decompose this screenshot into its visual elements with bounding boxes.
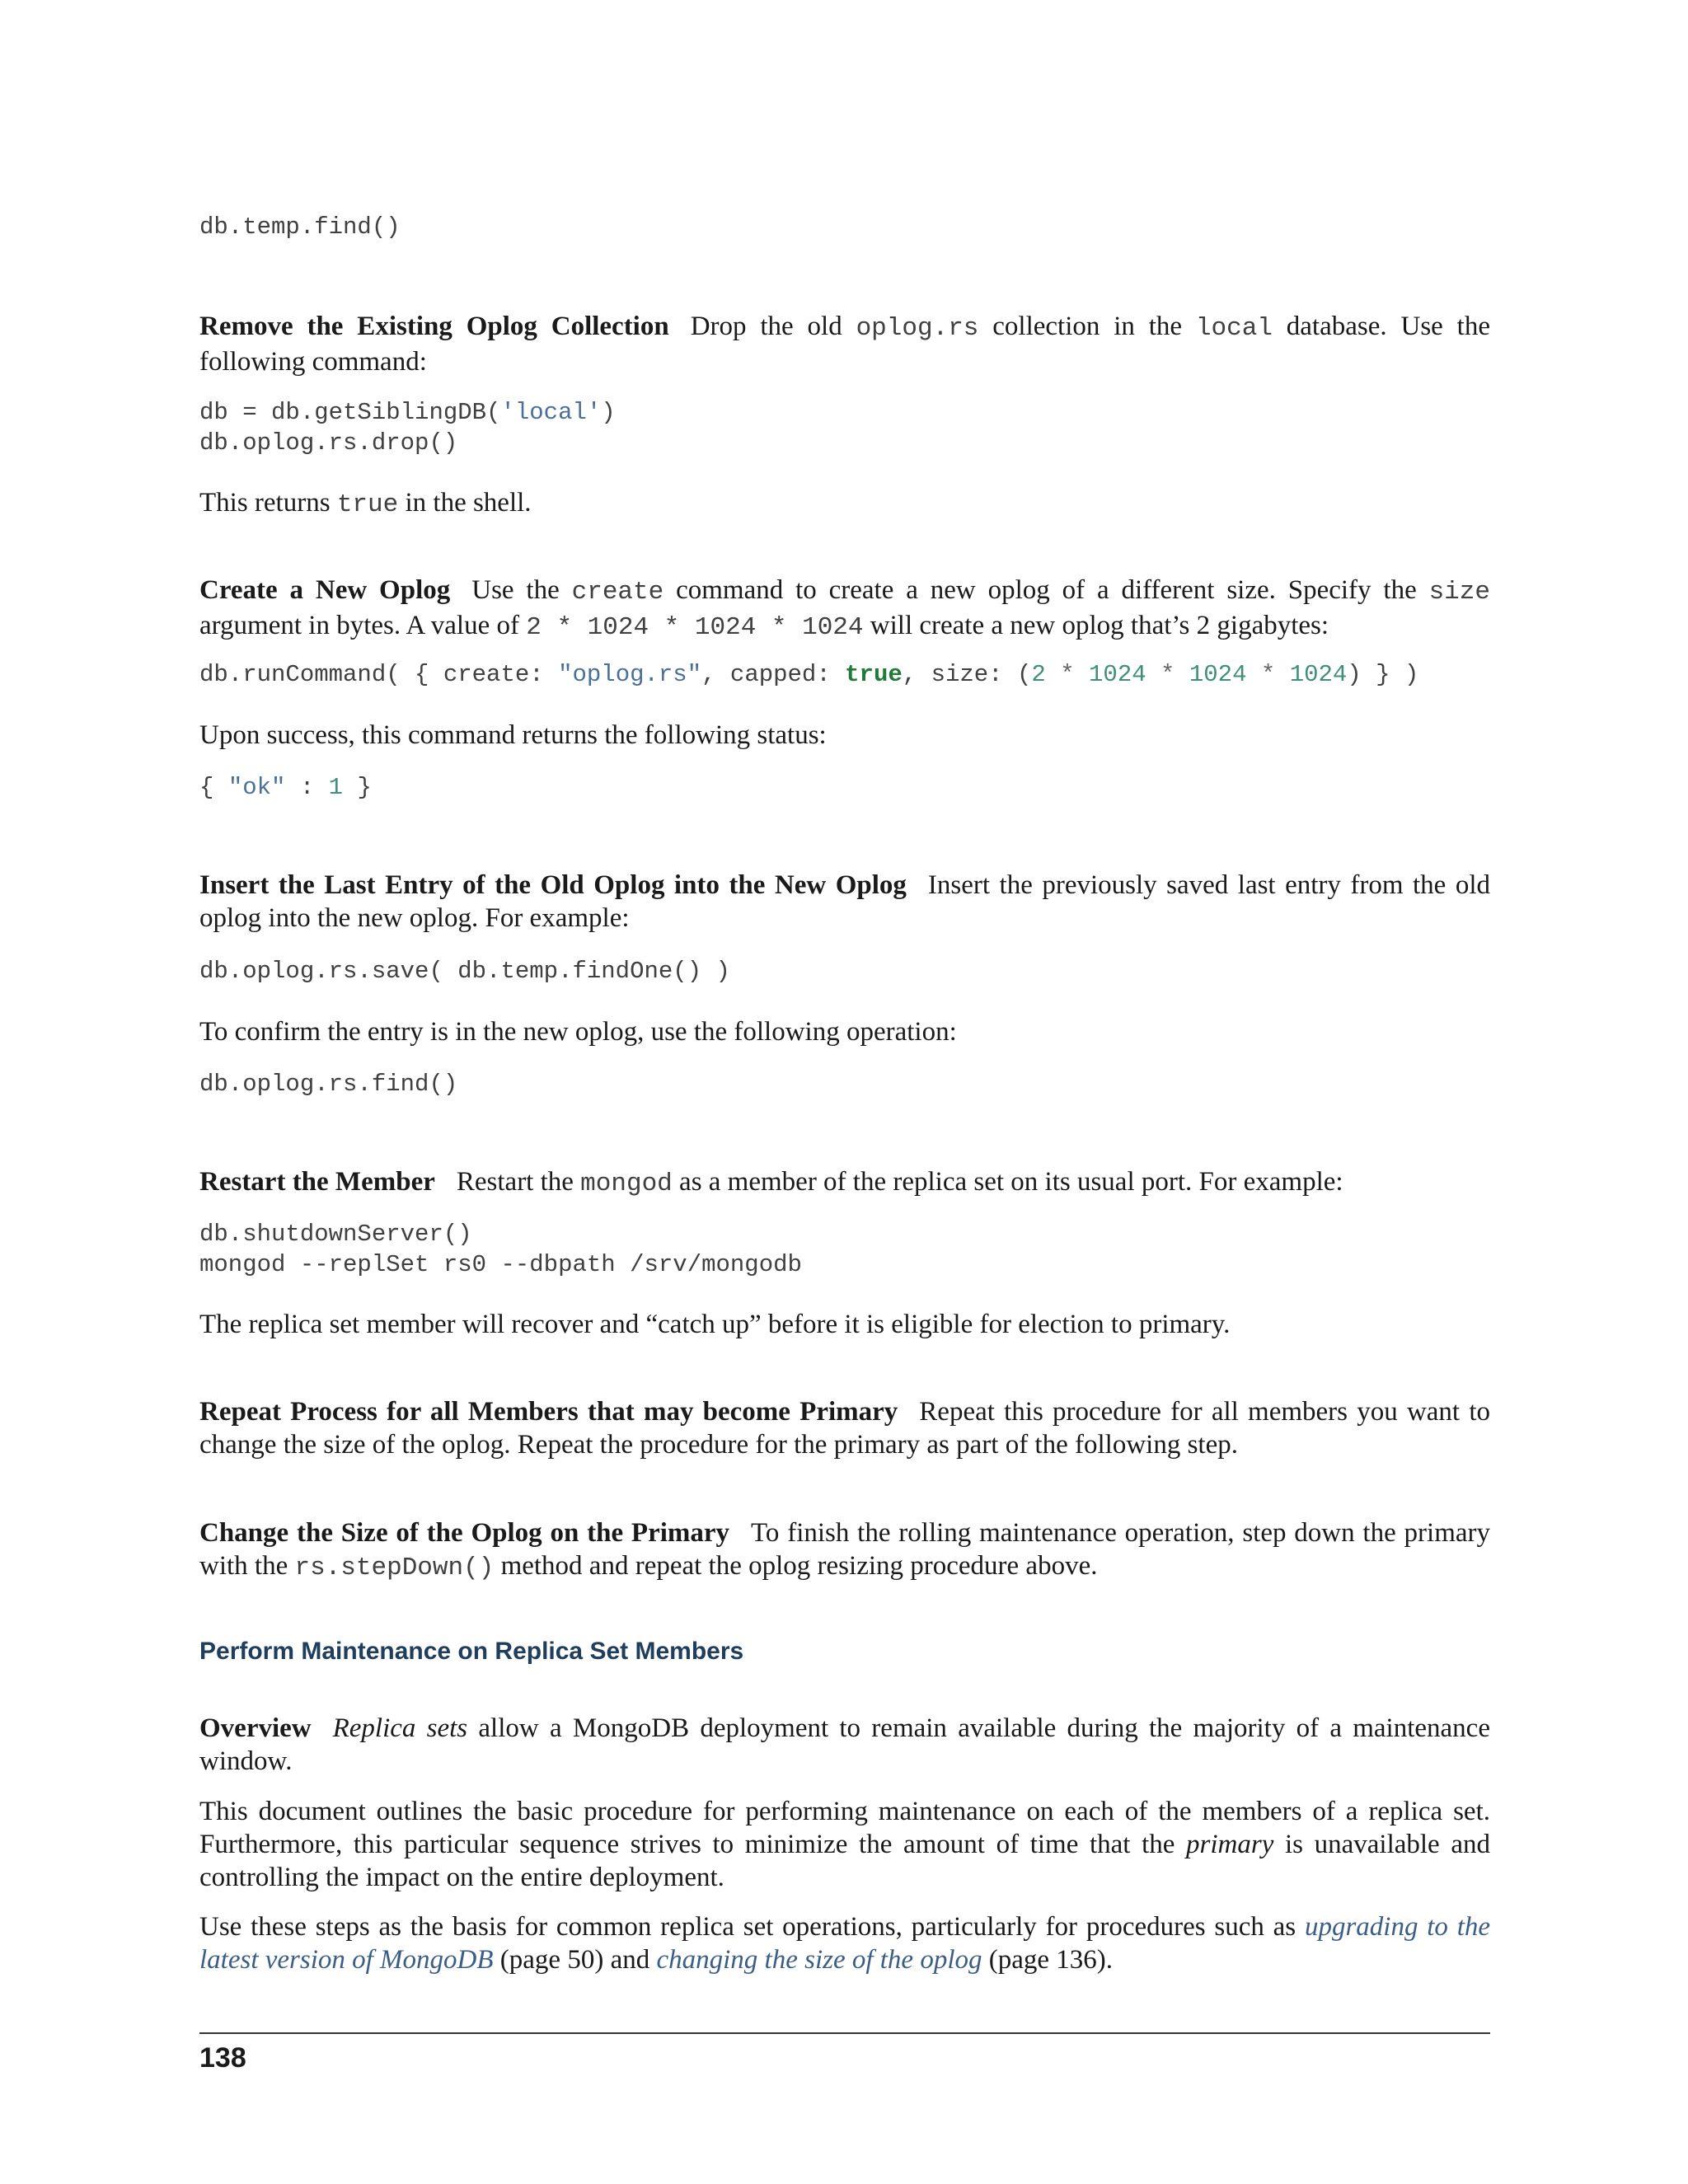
section-overview: Overview Replica sets allow a MongoDB deployment to remain available during the majority of a maintenance window.: [199, 1713, 1490, 1776]
footer-rule: [199, 2032, 1490, 2034]
maintenance-paragraph-2: This document outlines the basic procedure for performing maintenance on each of the members of a replica set. Furthermore, this particular sequence strives to minimize the amount of time that the primary is unavailable and controlling the impact on the entire deployment.: [199, 1797, 1490, 1892]
restart-member-heading: Restart the Member: [199, 1167, 435, 1197]
remove-oplog-paragraph: Remove the Existing Oplog Collection Drop the old oplog.rs collection in the local database. Use the following command:: [199, 312, 1490, 377]
code-line-drop: db.oplog.rs.drop(): [199, 429, 458, 457]
link-changing-oplog-size[interactable]: changing the size of the oplog: [656, 1945, 982, 1975]
section-repeat-process: Repeat Process for all Members that may become Primary Repeat this procedure for all members you want to change the size of the oplog. Repeat the procedure for the primary as part of the following step.: [199, 1397, 1490, 1460]
section-create-oplog: [199, 574, 1490, 644]
create-oplog-heading: Create a New Oplog: [199, 575, 451, 605]
section-remove-oplog: [199, 310, 1490, 378]
remove-result-paragraph: This returns true in the shell.: [199, 488, 532, 519]
overview-heading: Overview: [199, 1713, 312, 1743]
code-block-find: db.oplog.rs.find(): [199, 1071, 458, 1098]
section-insert-entry: [199, 869, 1490, 935]
create-oplog-paragraph: Create a New Oplog Use the create command to create a new oplog of a different size. Specify the size argument in bytes. A value of 2 * 1024 * 1024 * 1024 will create a new oplog that’s 2 gigabytes:: [199, 575, 1490, 642]
restart-after-paragraph: The replica set member will recover and “catch up” before it is eligible for election to primary.: [199, 1310, 1231, 1339]
remove-oplog-heading: Remove the Existing Oplog Collection: [199, 312, 669, 341]
change-primary-heading: Change the Size of the Oplog on the Primary: [199, 1518, 730, 1548]
code-block-drop-oplog: [199, 397, 1490, 458]
code-line-get-sibling-db: db = db.getSiblingDB('local'): [199, 399, 616, 426]
code-block-run-command: db.runCommand( { create: "oplog.rs", capped: true, size: (2 * 1024 * 1024 * 1024) } ): [199, 661, 1419, 688]
insert-entry-heading: Insert the Last Entry of the Old Oplog into the New Oplog: [199, 870, 907, 900]
code-block-save: db.oplog.rs.save( db.temp.findOne() ): [199, 958, 730, 985]
code-block-status: { "ok" : 1 }: [199, 774, 372, 801]
section-restart-member: Restart the Member Restart the mongod as a member of the replica set on its usual port. For example:: [199, 1167, 1343, 1198]
code-block-restart: db.shutdownServer() mongod --replSet rs0 --dbpath /srv/mongodb: [199, 1221, 802, 1278]
maintenance-paragraph-3: Use these steps as the basis for common replica set operations, particularly for procedures such as upgrading to the latest version of MongoDB (page 50) and changing the size of the oplog (page 136).: [199, 1912, 1491, 1975]
code-block-temp-find: db.temp.find(): [199, 213, 401, 241]
insert-entry-paragraph: Insert the Last Entry of the Old Oplog into the New Oplog Insert the previously saved last entry from the old oplog into the new oplog. For example:: [199, 870, 1490, 933]
page-number: 138: [199, 2042, 246, 2074]
link-upgrading-mongodb[interactable]: upgrading to the latest version of MongoDB: [199, 1912, 1491, 1975]
section-change-primary: Change the Size of the Oplog on the Primary To finish the rolling maintenance operation, step down the primary with the rs.stepDown() method and repeat the oplog resizing procedure above.: [199, 1518, 1490, 1582]
repeat-process-heading: Repeat Process for all Members that may become Primary: [199, 1397, 898, 1427]
create-status-paragraph: Upon success, this command returns the following status:: [199, 720, 827, 750]
section-title-maintenance: Perform Maintenance on Replica Set Members: [199, 1638, 744, 1665]
insert-confirm-paragraph: To confirm the entry is in the new oplog, use the following operation:: [199, 1017, 957, 1047]
